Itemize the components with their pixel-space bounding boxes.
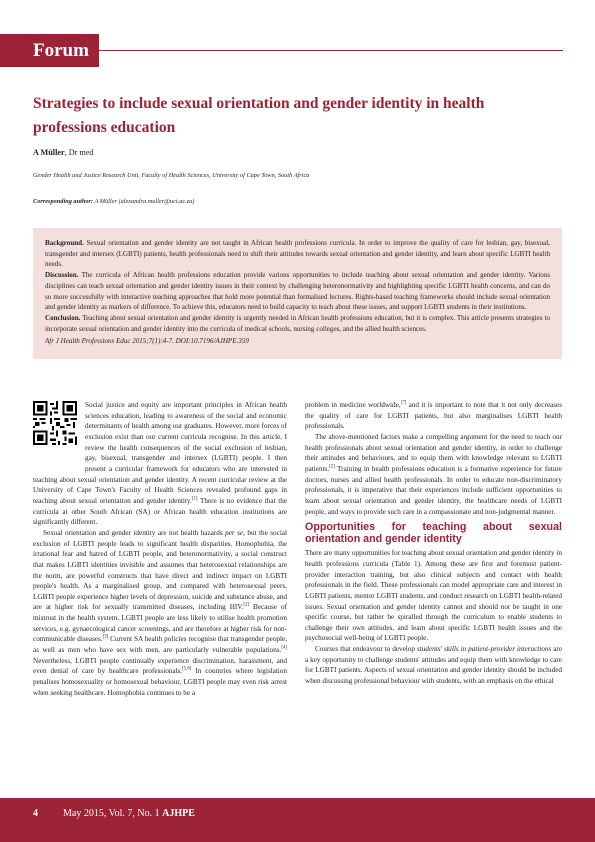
p2-em: per se xyxy=(225,528,244,537)
author-line xyxy=(33,148,94,157)
corresponding-label: Corresponding author: xyxy=(33,198,94,205)
ref-7[interactable]: [7] xyxy=(400,400,407,406)
discussion-label: Discussion. xyxy=(45,271,79,280)
p2-d: Current SA health policies recognise that transgender people, as well as men who have sex with men, are particularly vulnerable populations. xyxy=(33,635,287,655)
journal-name: AJHPE xyxy=(162,808,195,819)
paragraph-intro xyxy=(33,400,287,528)
body-column-right xyxy=(305,400,562,687)
section-label: Forum xyxy=(33,40,89,61)
ref-4[interactable]: [4] xyxy=(281,645,287,651)
paragraph-compelling-argument xyxy=(305,432,562,517)
section-banner xyxy=(0,34,99,67)
body-column-left xyxy=(33,400,287,698)
qr-spacer xyxy=(33,400,85,473)
conclusion-text: Teaching about sexual orientation and gender identity is urgently needed in African health professions education, but it is complex. This article presents strategies to incorporate sexual orientation and gender identity into the curricula of medical schools, nursing colleges, and the allied health sciences. xyxy=(45,313,550,333)
p2-f: In countries where legislation penalises homosexuality or homosexual behaviour, LGBTI people may even risk arrest when seeking healthcare. Homophobia continues to be a xyxy=(33,667,287,697)
p1-text: Social justice and equity are important principles in African health sciences education, leading to awareness of the social and economic determinants of health among our graduates. However, more forces of exclusion exist than our current curricula recognise. In this article, I review the health consequences of the social exclusion of lesbian, gay, bisexual, transgender and intersex (LGBTI) people. I then present a curricular framework for educators who are interested in teaching about sexual orientation and gender identity. A recent curricular review at the University of Cape Town's Faculty of Health Sciences revealed profound gaps in teaching about sexual orientation and gender identity. xyxy=(33,401,287,505)
c2-p4-em: students' skills in patient-provider interactions xyxy=(416,645,552,654)
paragraph-health-hazards xyxy=(33,528,287,699)
affiliation: Gender Health and Justice Research Unit, Faculty of Health Sciences, University of Cape Town, South Africa xyxy=(33,172,310,179)
c2-p4-a: Courses that endeavour to develop xyxy=(315,645,417,654)
abstract-discussion xyxy=(45,270,550,313)
ref-1[interactable]: [1] xyxy=(191,496,198,502)
abstract-conclusion xyxy=(45,313,550,334)
author-degree: , Dr med xyxy=(64,148,94,157)
p2-b: , but the social exclusion of LGBTI people leads to significant health disparities. Homophobia, the irrational fear and hatred of LGBTI people, and heteronormativity, a social construct that makes LGBTI identities invisible and assumes that heterosexual relationships are the norm, are powerful constructs that have direct and indirect impact on LGBTI people's health. As a marginalised group, and compared with heterosexual peers, LGBTI people experience higher levels of depression, suicide and substance abuse, and are at higher risk for sexually transmitted diseases, including HIV. xyxy=(33,528,287,612)
c2-p1: problem in medicine worldwide, xyxy=(305,401,401,409)
abstract-citation: Afr J Health Professions Educ 2015;7(1):4-7. DOI:10.7196/AJHPE.359 xyxy=(45,337,249,346)
c2-p4-b: are a key opportunity to challenge students' attitudes and equip them with knowledge to care for LGBTI patients. Aspects of sexual orientation and gender identity should be included when discussing professional behaviour with students, with an emphasis on the ethical xyxy=(305,645,563,686)
author-name: A Müller xyxy=(33,148,65,157)
background-label: Background. xyxy=(45,239,84,247)
ref-5-6[interactable]: [5,6] xyxy=(182,667,192,673)
issue-info xyxy=(63,808,195,819)
section-heading: Opportunities for teaching about sexual orientation and gender identity xyxy=(305,521,562,545)
abstract-box xyxy=(33,228,562,359)
issue-text: May 2015, Vol. 7, No. 1 xyxy=(63,808,160,819)
background-text: Sexual orientation and gender identity are not taught in African health professions curricula. In order to improve the quality of care for lesbian, gay, bisexual, transgender and intersex (LGBTI) patients, health professionals need to shift their attitudes towards sexual orientation and gender identity, and learn about specific LGBTI health needs. xyxy=(45,239,550,269)
banner-rule xyxy=(99,50,563,51)
abstract-background xyxy=(45,238,550,270)
p2-c: Because of mistrust in the health system, LGBTI people are less likely to utilise health promotion services, e.g. gynaecological cancer screenings, and are therefore at higher risk for non-communicable diseases. xyxy=(33,603,288,644)
paragraph-courses xyxy=(305,644,562,687)
conclusion-label: Conclusion. xyxy=(45,313,81,322)
p1-tail: There is no evidence that the curricula at other South African (SA) or African health education institutions are significantly different. xyxy=(33,496,287,527)
p2-a: Sexual orientation and gender identity are not health hazards xyxy=(43,528,226,537)
ref-2b[interactable]: [2] xyxy=(329,464,335,470)
c2-p1-tail: and it is important to note that it not only decreases the quality of care for LGBTI patients, but also marginalises LGBTI health professionals. xyxy=(305,401,562,431)
corresponding-author xyxy=(33,198,194,205)
paragraph-continued xyxy=(305,400,562,432)
ref-2[interactable]: [2] xyxy=(243,603,249,609)
p2-e: Nevertheless, LGBTI people continually experience discrimination, harassment, and even denial of care by healthcare professionals. xyxy=(33,656,287,676)
ref-3[interactable]: [3] xyxy=(102,635,109,641)
corresponding-text: A Müller (alexandra.muller@uct.ac.za) xyxy=(93,198,195,205)
page-footer xyxy=(0,798,595,842)
c2-p2: The above-mentioned factors make a compelling argument for the need to teach our health professionals about sexual orientation and gender identity, in order to challenge their attitudes and behaviours, and to equip them with knowledge relevant to LGBTI patients. xyxy=(305,432,562,473)
article-title: Strategies to include sexual orientation and gender identity in health professions education xyxy=(33,95,485,136)
paragraph-opportunities: There are many opportunities for teaching about sexual orientation and gender identity in health professions curricula (Table 1). Among these are first and foremost patient-provider interaction training, but also clinical subjects and contact with health professionals in the field. These professionals can model appropriate care and interest in LGBTI patients, mentor LGBTI students, and conduct research on LGBTI health-related issues. Sexual orientation and gender identity cannot and should not be taught in one specific course, but rather be spiralled through the curriculum to enable students to challenge their own attitudes, and learn about specific LGBTI health issues and the psychosocial well-being of LGBTI people. xyxy=(305,549,562,643)
page-number: 4 xyxy=(33,808,38,819)
c2-p2-tail: Training in health professions education is a formative experience for future doctors, nurses and allied health professionals. In order to educate non-discriminatory professionals, it is imperative that their experiences include sufficient opportunities to learn about sexual orientation and gender identity, the healthcare needs of LGBTI people, and ways to provide such care in a compassionate and non-judgmental manner. xyxy=(305,464,562,516)
discussion-text: The curricula of African health professions education provide various opportunities to include teaching about sexual orientation and gender identity. Various disciplines can teach sexual orientation and gender identity issues in their context by challenging heteronormativity and highlighting specific LGBTI health concerns, and can do so more successfully with interactive teaching approaches that hold more potential than formalised lectures. Rights-based teaching frameworks should include sexual orientation and gender identity as markers of difference. To achieve this, educators need to build capacity to teach about these issues, and support LGBTI students in their institutions. xyxy=(45,271,550,312)
